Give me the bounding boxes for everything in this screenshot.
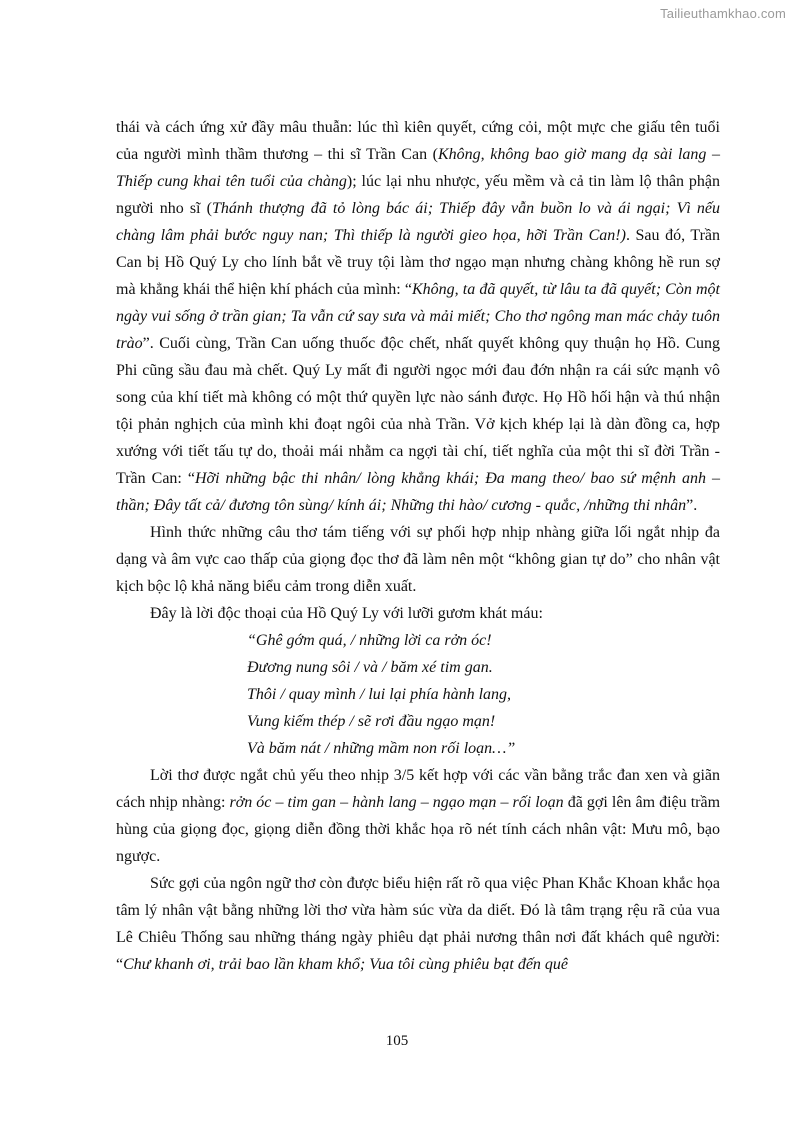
watermark: Tailieuthamkhao.com xyxy=(660,6,786,21)
text-run: Lời thơ được ngắt chủ yếu theo nhịp 3/5 kết hợp với các vần bằng trắc đan xen và giãn cách nhịp nhàng: xyxy=(116,767,720,811)
paragraph-3: Đây là lời độc thoại của Hồ Quý Ly với lưỡi gươm khát máu: xyxy=(150,605,543,622)
poem-block xyxy=(116,627,720,762)
quote-run: Không, ta đã quyết, từ lâu ta đã quyết; Còn một ngày vui sống ở trần gian; Ta vẫn cứ say sưa và mải miết; Cho thơ ngông man mác chảy tuôn trào xyxy=(116,281,721,352)
poem-line: Thôi / quay mình / lui lại phía hành lang, xyxy=(247,686,512,703)
quote-run: Chư khanh ơi, trải bao lần kham khổ; Vua tôi cùng phiêu bạt đến quê xyxy=(123,956,569,973)
text-run: ”. Cuối cùng, Trần Can uống thuốc độc chết, nhất quyết không quy thuận họ Hồ. Cung Phi cũng sầu đau mà chết. Quý Ly mất đi người ngọc mới đau đớn nhận ra cái sức mạnh vô song của khí tiết mà không có một thứ quyền lực nào sánh được. Họ Hồ hối hận và thú nhận tội phản nghịch của mình khi đoạt ngôi của nhà Trần. Vở kịch khép lại là dàn đồng ca, hợp xướng với tiết tấu tự do, thoải mái nhằm ca ngợi tài chí, tiết nghĩa của một thi sĩ đời Trần - Trần Can: “ xyxy=(116,335,720,487)
text-run: ); lúc lại nhu nhược, yếu mềm và cả tin làm lộ thân phận người nho sĩ ( xyxy=(116,173,721,217)
poem-line: Vung kiếm thép / sẽ rơi đầu ngạo mạn! xyxy=(247,713,496,730)
poem-line: “Ghê gớm quá, / những lời ca rởn óc! xyxy=(247,632,492,649)
quote-run: rởn óc – tim gan – hành lang – ngạo mạn – rối loạn xyxy=(229,794,564,811)
paragraph-2: Hình thức những câu thơ tám tiếng với sự phối hợp nhịp nhàng giữa lối ngắt nhịp đa dạng và âm vực cao thấp của giọng đọc thơ đã làm nên một “không gian tự do” cho nhân vật kịch bộc lộ khả năng biểu cảm trong diễn xuất. xyxy=(116,524,720,595)
text-run: Sức gợi của ngôn ngữ thơ còn được biểu hiện rất rõ qua việc Phan Khắc Khoan khắc họa tâm lý nhân vật bằng những lời thơ vừa hàm súc vừa da diết. Đó là tâm trạng rệu rã của vua Lê Chiêu Thống sau những tháng ngày phiêu dạt phải nương thân nơi đất khách quê người: “ xyxy=(116,875,720,973)
paragraph-4 xyxy=(116,762,720,870)
text-run: ”. xyxy=(686,497,698,514)
paragraph-5 xyxy=(116,870,720,978)
text-run: đã gợi lên âm điệu trầm hùng của giọng đọc, giọng diễn đồng thời khắc họa rõ nét tính cách nhân vật: Mưu mô, bạo ngược. xyxy=(116,794,721,865)
poem-line: Đương nung sôi / và / băm xé tim gan. xyxy=(247,659,493,676)
quote-run: Hỡi những bậc thi nhân/ lòng khẳng khái; Đa mang theo/ bao sứ mệnh anh – thần; Đây tất cả/ đương tôn sùng/ kính ái; Những thi hào/ cương - quắc, /những thi nhân xyxy=(116,470,720,514)
page-body xyxy=(116,114,720,978)
paragraph-1 xyxy=(116,114,720,519)
text-run: . Sau đó, Trần Can bị Hồ Quý Ly cho lính bắt về truy tội làm thơ ngạo mạn nhưng chàng không hề run sợ mà khẳng khái thể hiện khí phách của mình: “ xyxy=(116,227,721,298)
quote-run: Không, không bao giờ mang dạ sài lang – Thiếp cung khai tên tuổi của chàng xyxy=(116,146,720,190)
text-run: thái và cách ứng xử đầy mâu thuẫn: lúc thì kiên quyết, cứng cỏi, một mực che giấu tên tuổi của người mình thầm thương – thi sĩ Trần Can ( xyxy=(116,119,720,163)
poem-line: Và băm nát / những mầm non rối loạn…” xyxy=(247,740,516,757)
page-number: 105 xyxy=(385,1033,409,1049)
quote-run: Thánh thượng đã tỏ lòng bác ái; Thiếp đây vẫn buồn lo và ái ngại; Vì nếu chàng lâm phải bước nguy nan; Thì thiếp là người gieo họa, hỡi Trần Can!) xyxy=(116,200,721,244)
